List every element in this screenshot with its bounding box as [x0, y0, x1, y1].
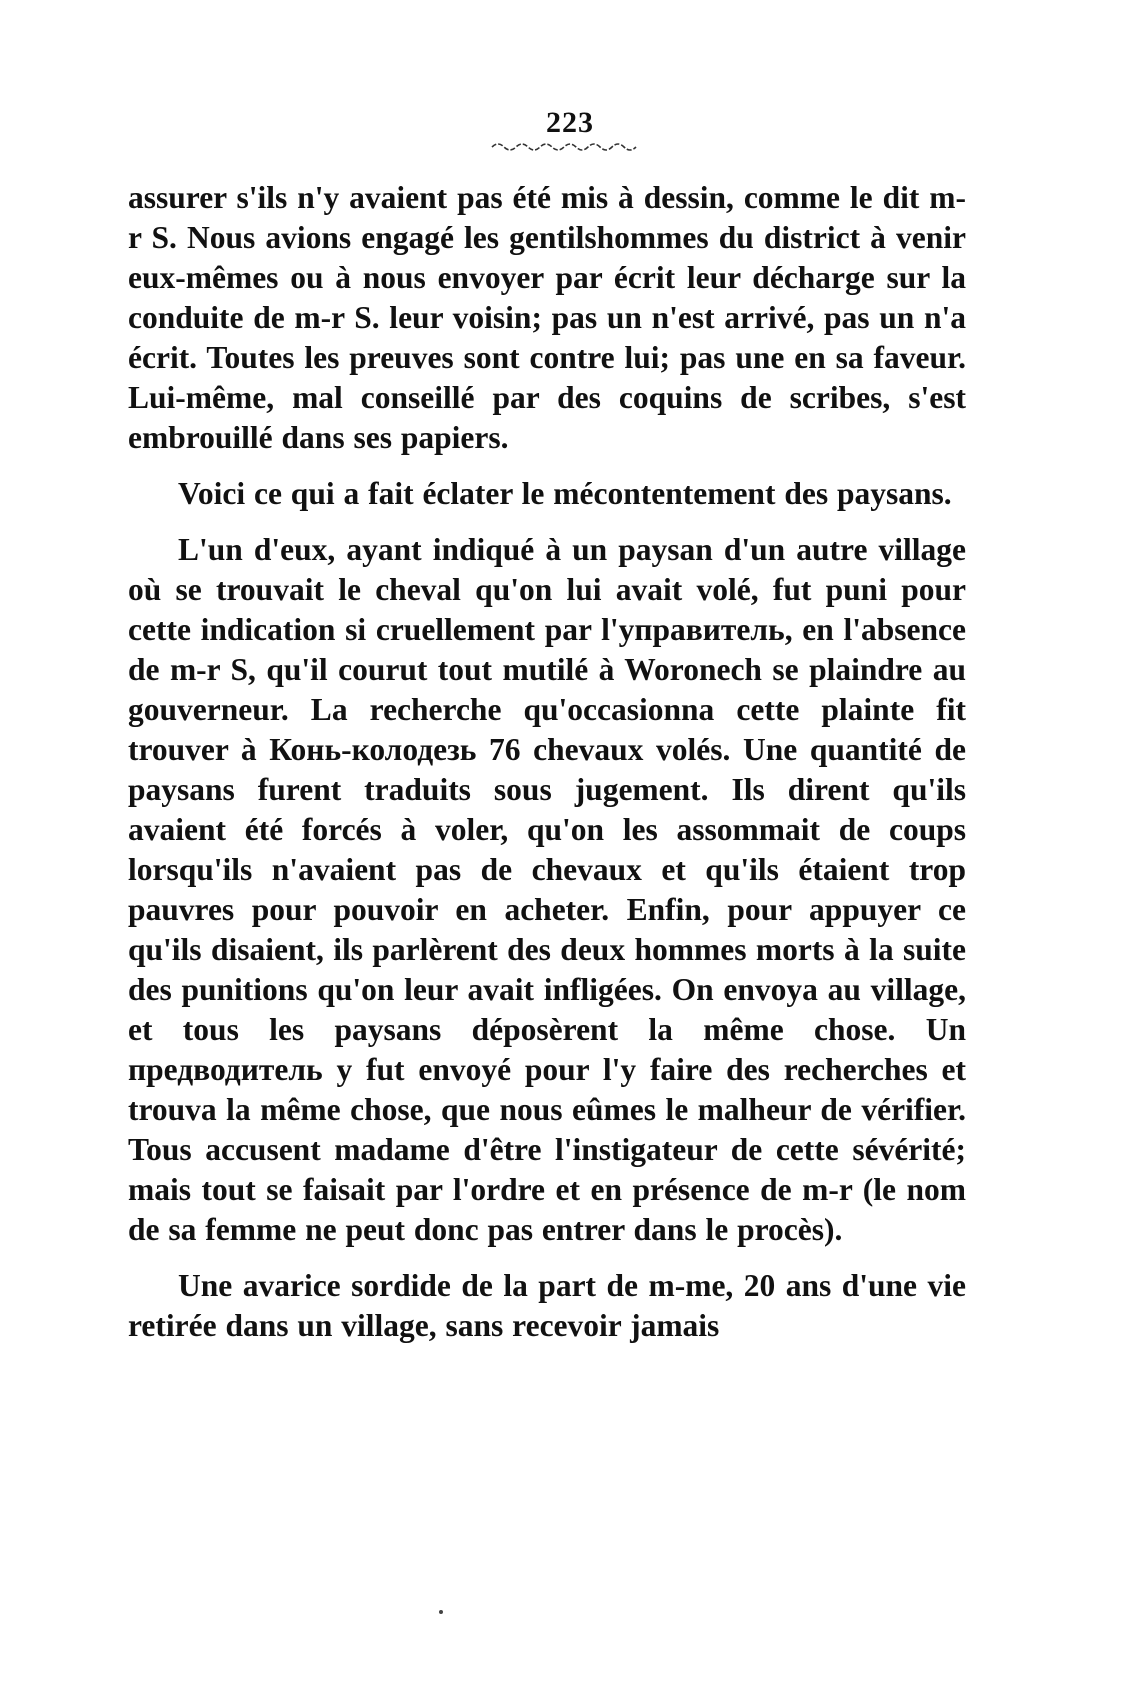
page-number: 223 [546, 106, 594, 139]
paragraph-1: assurer s'ils n'y avaient pas été mis à dessin, comme le dit m-r S. Nous avions engagé les gentilshommes du district à venir eux-mêmes ou à nous envoyer par écrit leur décharge sur la conduite de m-r S. leur voisin; pas un n'est arrivé, pas un n'a écrit. Toutes les preuves sont contre lui; pas une en sa faveur. Lui-même, mal conseillé par des coquins de scribes, s'est embrouillé dans ses papiers. [128, 180, 966, 455]
wavy-ornament-divider [490, 140, 640, 154]
paragraph-4: Une avarice sordide de la part de m-me, 20 ans d'une vie retirée dans un village, sans recevoir jamais [128, 1268, 966, 1343]
paragraph-3: L'un d'eux, ayant indiqué à un paysan d'un autre village où se trouvait le cheval qu'on lui avait volé, fut puni pour cette indication si cruellement par l'управитель, en l'absence de m-r S, qu'il courut tout mutilé à Woronech se plaindre au gouverneur. La recherche qu'occasionna cette plainte fit trouver à Конь-колодезь 76 chevaux volés. Une quantité de paysans furent traduits sous jugement. Ils dirent qu'ils avaient été forcés à voler, qu'on les assommait de coups lorsqu'ils n'avaient pas de chevaux et qu'ils étaient trop pauvres pour pouvoir en acheter. Enfin, pour appuyer ce qu'ils disaient, ils parlèrent des deux hommes morts à la suite des punitions qu'on leur avait infligées. On envoya au village, et tous les paysans déposèrent la même chose. Un предводитель y fut envoyé pour l'y faire des recherches et trouva la même chose, que nous eûmes le malheur de vérifier. Tous accusent madame d'être l'instigateur de cette sévérité; mais tout se faisait par l'ordre et en présence de m-r (le nom de sa femme ne peut donc pas entrer dans le procès). [128, 532, 966, 1247]
speck-mark [439, 1610, 443, 1614]
paragraph-2: Voici ce qui a fait éclater le mécontentement des paysans. [178, 476, 952, 511]
body-text [128, 178, 966, 1346]
